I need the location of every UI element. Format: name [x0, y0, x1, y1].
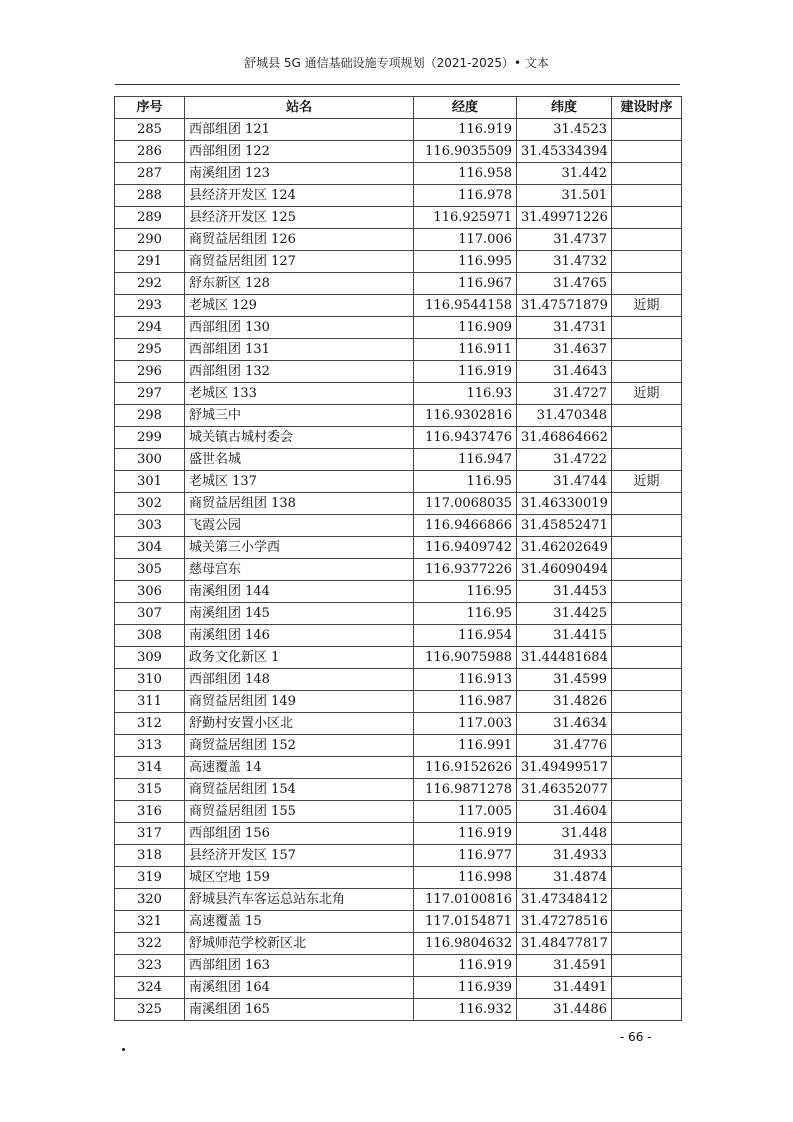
cell-longitude: 116.913: [414, 669, 517, 691]
cell-longitude: 116.9804632: [414, 933, 517, 955]
table-row: [115, 845, 682, 867]
cell-latitude: 31.46864662: [517, 427, 612, 449]
cell-latitude: 31.4732: [517, 251, 612, 273]
cell-no: 285: [115, 119, 185, 141]
cell-latitude: 31.448: [517, 823, 612, 845]
cell-latitude: 31.501: [517, 185, 612, 207]
cell-latitude: 31.4722: [517, 449, 612, 471]
cell-phase: [612, 559, 682, 581]
cell-phase: [612, 229, 682, 251]
table-row: [115, 273, 682, 295]
table-row: [115, 867, 682, 889]
cell-phase: [612, 427, 682, 449]
cell-no: 302: [115, 493, 185, 515]
cell-station-name: 商贸益居组团 127: [185, 251, 414, 273]
cell-no: 299: [115, 427, 185, 449]
cell-phase: [612, 207, 682, 229]
cell-no: 292: [115, 273, 185, 295]
cell-longitude: 116.987: [414, 691, 517, 713]
cell-phase: [612, 647, 682, 669]
cell-no: 315: [115, 779, 185, 801]
cell-station-name: 舒城三中: [185, 405, 414, 427]
table-row: [115, 801, 682, 823]
cell-latitude: 31.47571879: [517, 295, 612, 317]
cell-station-name: 西部组团 156: [185, 823, 414, 845]
cell-phase: [612, 625, 682, 647]
column-header-latitude: 纬度: [517, 97, 612, 119]
cell-station-name: 商贸益居组团 155: [185, 801, 414, 823]
cell-station-name: 商贸益居组团 138: [185, 493, 414, 515]
cell-station-name: 城关镇古城村委会: [185, 427, 414, 449]
cell-phase: [612, 691, 682, 713]
cell-longitude: 116.9035509: [414, 141, 517, 163]
table-row: [115, 911, 682, 933]
header-rule: [115, 84, 680, 85]
cell-no: 303: [115, 515, 185, 537]
cell-latitude: 31.4737: [517, 229, 612, 251]
table-row: [115, 163, 682, 185]
cell-phase: [612, 977, 682, 999]
cell-phase: [612, 823, 682, 845]
table-row: [115, 779, 682, 801]
cell-longitude: 116.9152626: [414, 757, 517, 779]
cell-no: 313: [115, 735, 185, 757]
cell-station-name: 南溪组团 165: [185, 999, 414, 1021]
cell-longitude: 116.95: [414, 581, 517, 603]
cell-station-name: 县经济开发区 125: [185, 207, 414, 229]
cell-latitude: 31.49499517: [517, 757, 612, 779]
cell-station-name: 舒城师范学校新区北: [185, 933, 414, 955]
cell-station-name: 西部组团 132: [185, 361, 414, 383]
cell-phase: [612, 999, 682, 1021]
cell-longitude: 116.978: [414, 185, 517, 207]
page-header-title: 舒城县 5G 通信基础设施专项规划（2021-2025）• 文本: [244, 56, 549, 70]
column-header-no: 序号: [115, 97, 185, 119]
cell-station-name: 南溪组团 164: [185, 977, 414, 999]
station-table: [114, 96, 682, 1021]
table-row: [115, 823, 682, 845]
cell-no: 288: [115, 185, 185, 207]
cell-no: 309: [115, 647, 185, 669]
cell-longitude: 117.005: [414, 801, 517, 823]
cell-phase: [612, 933, 682, 955]
cell-latitude: 31.4637: [517, 339, 612, 361]
cell-latitude: 31.4765: [517, 273, 612, 295]
table-row: [115, 515, 682, 537]
cell-longitude: 116.95: [414, 603, 517, 625]
cell-longitude: 116.9075988: [414, 647, 517, 669]
cell-no: 314: [115, 757, 185, 779]
cell-station-name: 老城区 129: [185, 295, 414, 317]
cell-no: 324: [115, 977, 185, 999]
table-row: [115, 361, 682, 383]
cell-longitude: 116.911: [414, 339, 517, 361]
cell-longitude: 116.9377226: [414, 559, 517, 581]
cell-longitude: 116.9871278: [414, 779, 517, 801]
cell-latitude: 31.47278516: [517, 911, 612, 933]
cell-latitude: 31.4727: [517, 383, 612, 405]
cell-latitude: 31.4744: [517, 471, 612, 493]
cell-station-name: 南溪组团 146: [185, 625, 414, 647]
cell-latitude: 31.49971226: [517, 207, 612, 229]
cell-latitude: 31.44481684: [517, 647, 612, 669]
cell-phase: 近期: [612, 383, 682, 405]
cell-longitude: 116.925971: [414, 207, 517, 229]
cell-latitude: 31.4604: [517, 801, 612, 823]
cell-longitude: 116.9302816: [414, 405, 517, 427]
cell-latitude: 31.46352077: [517, 779, 612, 801]
cell-station-name: 城关第三小学西: [185, 537, 414, 559]
cell-no: 316: [115, 801, 185, 823]
table-header-row: [115, 97, 682, 119]
cell-longitude: 116.919: [414, 955, 517, 977]
table-row: [115, 405, 682, 427]
cell-latitude: 31.46330019: [517, 493, 612, 515]
cell-latitude: 31.4643: [517, 361, 612, 383]
table-row: [115, 251, 682, 273]
cell-no: 310: [115, 669, 185, 691]
cell-station-name: 南溪组团 144: [185, 581, 414, 603]
cell-phase: [612, 581, 682, 603]
cell-latitude: 31.4776: [517, 735, 612, 757]
cell-station-name: 盛世名城: [185, 449, 414, 471]
cell-station-name: 老城区 137: [185, 471, 414, 493]
cell-longitude: 116.9544158: [414, 295, 517, 317]
cell-station-name: 县经济开发区 124: [185, 185, 414, 207]
cell-station-name: 西部组团 163: [185, 955, 414, 977]
cell-station-name: 商贸益居组团 152: [185, 735, 414, 757]
cell-station-name: 政务文化新区 1: [185, 647, 414, 669]
cell-latitude: 31.4486: [517, 999, 612, 1021]
cell-no: 320: [115, 889, 185, 911]
table-row: [115, 581, 682, 603]
table-row: [115, 691, 682, 713]
table-row: [115, 493, 682, 515]
table-row: [115, 647, 682, 669]
cell-latitude: 31.4425: [517, 603, 612, 625]
cell-phase: [612, 493, 682, 515]
cell-phase: [612, 911, 682, 933]
cell-longitude: 116.93: [414, 383, 517, 405]
cell-longitude: 116.954: [414, 625, 517, 647]
cell-latitude: 31.4599: [517, 669, 612, 691]
cell-longitude: 116.919: [414, 823, 517, 845]
table-row: [115, 229, 682, 251]
cell-no: 289: [115, 207, 185, 229]
cell-phase: [612, 801, 682, 823]
cell-phase: [612, 251, 682, 273]
table-row: [115, 559, 682, 581]
cell-latitude: 31.4491: [517, 977, 612, 999]
cell-longitude: 116.9437476: [414, 427, 517, 449]
table-row: [115, 955, 682, 977]
cell-longitude: 117.006: [414, 229, 517, 251]
cell-no: 317: [115, 823, 185, 845]
cell-station-name: 西部组团 121: [185, 119, 414, 141]
cell-phase: [612, 141, 682, 163]
cell-station-name: 商贸益居组团 126: [185, 229, 414, 251]
cell-no: 298: [115, 405, 185, 427]
table-row: [115, 757, 682, 779]
cell-longitude: 116.9466866: [414, 515, 517, 537]
cell-longitude: 117.0068035: [414, 493, 517, 515]
cell-latitude: 31.470348: [517, 405, 612, 427]
cell-latitude: 31.4453: [517, 581, 612, 603]
cell-no: 287: [115, 163, 185, 185]
table-row: [115, 141, 682, 163]
table-row: [115, 669, 682, 691]
cell-station-name: 西部组团 148: [185, 669, 414, 691]
cell-no: 307: [115, 603, 185, 625]
cell-longitude: 116.919: [414, 119, 517, 141]
cell-phase: [612, 867, 682, 889]
cell-no: 306: [115, 581, 185, 603]
cell-longitude: 116.995: [414, 251, 517, 273]
cell-no: 304: [115, 537, 185, 559]
cell-phase: [612, 955, 682, 977]
cell-station-name: 县经济开发区 157: [185, 845, 414, 867]
cell-latitude: 31.46202649: [517, 537, 612, 559]
cell-latitude: 31.4591: [517, 955, 612, 977]
cell-no: 295: [115, 339, 185, 361]
cell-phase: [612, 317, 682, 339]
cell-phase: [612, 603, 682, 625]
cell-latitude: 31.4826: [517, 691, 612, 713]
table-row: [115, 185, 682, 207]
cell-phase: [612, 163, 682, 185]
cell-longitude: 117.0154871: [414, 911, 517, 933]
cell-station-name: 西部组团 130: [185, 317, 414, 339]
cell-no: 323: [115, 955, 185, 977]
cell-no: 300: [115, 449, 185, 471]
cell-no: 290: [115, 229, 185, 251]
column-header-phase: 建设时序: [612, 97, 682, 119]
cell-longitude: 116.9409742: [414, 537, 517, 559]
cell-no: 286: [115, 141, 185, 163]
table-row: [115, 999, 682, 1021]
cell-latitude: 31.4933: [517, 845, 612, 867]
cell-phase: [612, 735, 682, 757]
cell-phase: [612, 185, 682, 207]
cell-phase: [612, 757, 682, 779]
cell-longitude: 116.932: [414, 999, 517, 1021]
table-row: [115, 427, 682, 449]
cell-phase: [612, 405, 682, 427]
cell-phase: [612, 713, 682, 735]
cell-station-name: 慈母宫东: [185, 559, 414, 581]
table-row: [115, 977, 682, 999]
cell-longitude: 116.919: [414, 361, 517, 383]
cell-no: 301: [115, 471, 185, 493]
table-row: [115, 295, 682, 317]
table-row: [115, 933, 682, 955]
table-row: [115, 889, 682, 911]
table-row: [115, 383, 682, 405]
cell-station-name: 高速覆盖 15: [185, 911, 414, 933]
column-header-longitude: 经度: [414, 97, 517, 119]
cell-latitude: 31.4523: [517, 119, 612, 141]
table-row: [115, 735, 682, 757]
cell-latitude: 31.4415: [517, 625, 612, 647]
column-header-name: 站名: [185, 97, 414, 119]
cell-no: 321: [115, 911, 185, 933]
cell-longitude: 116.939: [414, 977, 517, 999]
table-row: [115, 207, 682, 229]
cell-phase: [612, 361, 682, 383]
cell-latitude: 31.45334394: [517, 141, 612, 163]
footer-dot: [122, 1048, 125, 1051]
cell-longitude: 116.95: [414, 471, 517, 493]
cell-no: 291: [115, 251, 185, 273]
table-row: [115, 119, 682, 141]
table-row: [115, 317, 682, 339]
cell-station-name: 商贸益居组团 149: [185, 691, 414, 713]
cell-no: 294: [115, 317, 185, 339]
cell-phase: [612, 845, 682, 867]
table-row: [115, 471, 682, 493]
table-row: [115, 713, 682, 735]
cell-station-name: 南溪组团 123: [185, 163, 414, 185]
cell-phase: [612, 339, 682, 361]
cell-no: 296: [115, 361, 185, 383]
cell-no: 322: [115, 933, 185, 955]
cell-longitude: 116.967: [414, 273, 517, 295]
cell-longitude: 116.947: [414, 449, 517, 471]
cell-latitude: 31.442: [517, 163, 612, 185]
cell-phase: [612, 119, 682, 141]
cell-phase: [612, 669, 682, 691]
cell-phase: [612, 515, 682, 537]
cell-no: 293: [115, 295, 185, 317]
cell-station-name: 舒东新区 128: [185, 273, 414, 295]
cell-no: 312: [115, 713, 185, 735]
page-number: - 66 -: [620, 1030, 652, 1044]
cell-longitude: 117.0100816: [414, 889, 517, 911]
cell-phase: [612, 449, 682, 471]
cell-no: 318: [115, 845, 185, 867]
cell-phase: [612, 273, 682, 295]
cell-no: 319: [115, 867, 185, 889]
cell-latitude: 31.4874: [517, 867, 612, 889]
table-row: [115, 449, 682, 471]
cell-no: 297: [115, 383, 185, 405]
cell-station-name: 高速覆盖 14: [185, 757, 414, 779]
cell-station-name: 老城区 133: [185, 383, 414, 405]
table-body: [115, 119, 682, 1021]
cell-no: 325: [115, 999, 185, 1021]
cell-latitude: 31.4634: [517, 713, 612, 735]
cell-no: 311: [115, 691, 185, 713]
cell-longitude: 116.958: [414, 163, 517, 185]
cell-no: 305: [115, 559, 185, 581]
cell-longitude: 116.909: [414, 317, 517, 339]
cell-latitude: 31.46090494: [517, 559, 612, 581]
cell-station-name: 南溪组团 145: [185, 603, 414, 625]
cell-phase: [612, 779, 682, 801]
cell-longitude: 116.977: [414, 845, 517, 867]
cell-longitude: 116.991: [414, 735, 517, 757]
cell-station-name: 西部组团 122: [185, 141, 414, 163]
cell-station-name: 西部组团 131: [185, 339, 414, 361]
cell-latitude: 31.4731: [517, 317, 612, 339]
cell-longitude: 116.998: [414, 867, 517, 889]
cell-latitude: 31.47348412: [517, 889, 612, 911]
cell-station-name: 飞霞公园: [185, 515, 414, 537]
cell-station-name: 舒勤村安置小区北: [185, 713, 414, 735]
cell-station-name: 城区空地 159: [185, 867, 414, 889]
cell-station-name: 舒城县汽车客运总站东北角: [185, 889, 414, 911]
table-row: [115, 537, 682, 559]
cell-phase: [612, 889, 682, 911]
cell-station-name: 商贸益居组团 154: [185, 779, 414, 801]
cell-phase: 近期: [612, 295, 682, 317]
cell-longitude: 117.003: [414, 713, 517, 735]
cell-no: 308: [115, 625, 185, 647]
cell-latitude: 31.45852471: [517, 515, 612, 537]
cell-phase: [612, 537, 682, 559]
table-row: [115, 603, 682, 625]
table-row: [115, 625, 682, 647]
cell-phase: 近期: [612, 471, 682, 493]
cell-latitude: 31.48477817: [517, 933, 612, 955]
table-row: [115, 339, 682, 361]
